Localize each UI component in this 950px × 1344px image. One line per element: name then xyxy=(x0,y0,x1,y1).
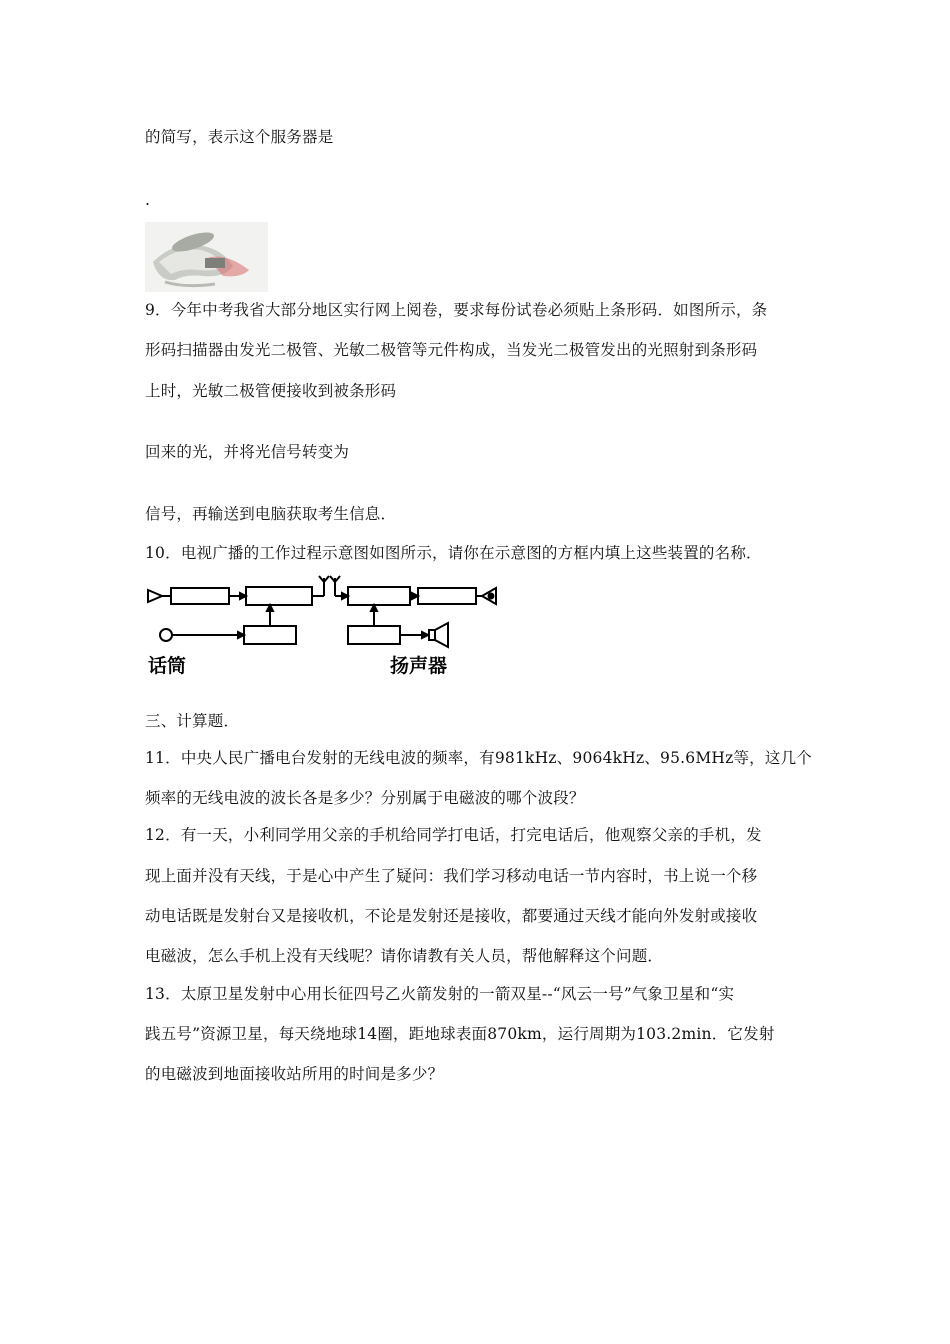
camera-icon xyxy=(148,590,162,602)
label-speaker: 扬声器 xyxy=(390,655,448,677)
text-line-17: 践五号”资源卫星，每天绕地球14圈，距地球表面870km，运行周期为103.2min．它发射 xyxy=(145,1025,775,1043)
label-microphone: 话筒 xyxy=(148,655,187,677)
text-line-7: 信号，再输送到电脑获取考生信息． xyxy=(145,505,397,523)
text-line-10: 11．中央人民广播电台发射的无线电波的频率，有981kHz、9064kHz、95.6MHz等，这几个 xyxy=(145,749,812,767)
text-line-8: 10．电视广播的工作过程示意图如图所示，请你在示意图的方框内填上这些装置的名称． xyxy=(145,544,762,562)
diagram-box-4 xyxy=(418,588,476,604)
diagram-box-1 xyxy=(171,588,229,604)
text-line-6: 回来的光，并将光信号转变为 xyxy=(145,443,350,461)
diagram-box-2 xyxy=(246,587,312,605)
text-line-16: 13．太原卫星发射中心用长征四号乙火箭发射的一箭双星--“风云一号”气象卫星和“实 xyxy=(145,985,735,1003)
diagram-box-3 xyxy=(348,587,410,605)
text-line-9: 三、计算题． xyxy=(145,712,240,730)
diagram-box-6 xyxy=(348,626,400,644)
text-line-14: 动电话既是发射台又是接收机，不论是发射还是接收，都要通过天线才能向外发射或接收 xyxy=(145,907,758,925)
text-line-4: 形码扫描器由发光二极管、光敏二极管等元件构成，当发光二极管发出的光照射到条形码 xyxy=(145,341,758,359)
text-line-18: 的电磁波到地面接收站所用的时间是多少？ xyxy=(145,1065,444,1083)
text-line-5: 上时，光敏二极管便接收到被条形码 xyxy=(145,382,397,400)
text-line-13: 现上面并没有天线，于是心中产生了疑问：我们学习移动电话一节内容时，书上说一个移 xyxy=(145,867,758,885)
text-line-2: . xyxy=(145,191,151,209)
text-line-11: 频率的无线电波的波长各是多少？分别属于电磁波的哪个波段？ xyxy=(145,789,585,807)
text-line-12: 12．有一天，小利同学用父亲的手机给同学打电话，打完电话后，他观察父亲的手机，发 xyxy=(145,826,762,844)
text-line-15: 电磁波，怎么手机上没有天线呢？请你请教有关人员，帮他解释这个问题． xyxy=(145,947,664,965)
microphone-icon xyxy=(160,629,172,641)
text-line-1: 的简写，表示这个服务器是 xyxy=(145,128,334,146)
broadcast-block-diagram xyxy=(144,574,504,680)
diagram-box-5 xyxy=(244,626,296,644)
barcode-scanner-image xyxy=(145,222,268,292)
text-line-3: 9．今年中考我省大部分地区实行网上阅卷，要求每份试卷必须贴上条形码．如图所示，条 xyxy=(145,301,768,319)
